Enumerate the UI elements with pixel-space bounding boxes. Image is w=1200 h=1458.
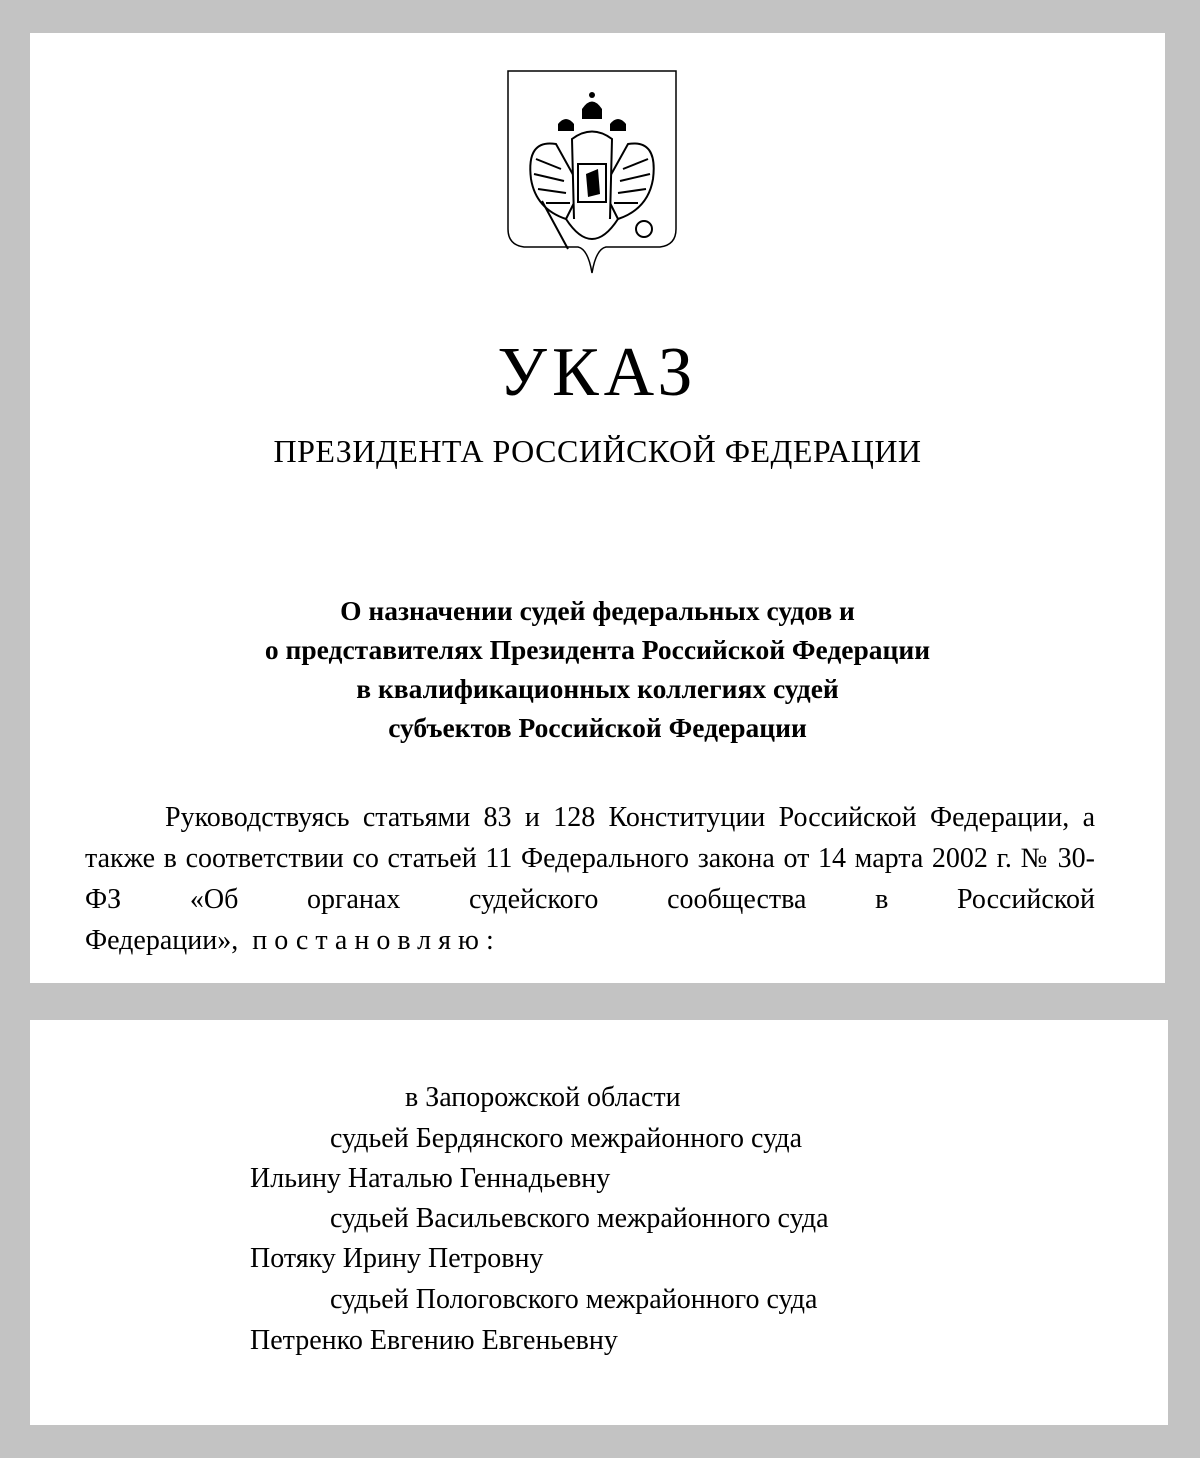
preamble-text: Руководствуясь статьями 83 и 128 Конституции Российской Федерации, а также в соответствии со статьей 11 Федерального закона от 14 марта 2002 г. № 30-ФЗ «Об органах судейского сообщества в Российской Федерации»,	[85, 802, 1095, 956]
appointee-name: Ильину Наталью Геннадьевну	[250, 1163, 611, 1194]
appointment-position: судьей Васильевского межрайонного суда	[330, 1203, 829, 1234]
appointment-position: судьей Пологовского межрайонного суда	[330, 1284, 818, 1315]
decree-header-panel	[30, 33, 1165, 983]
region-label: в Запорожской области	[405, 1082, 681, 1113]
appointee-name: Петренко Евгению Евгеньевну	[250, 1325, 618, 1356]
document-title: УКАЗ	[497, 334, 698, 411]
heading-line: субъектов Российской Федерации	[388, 712, 807, 743]
appointee-name: Потяку Ирину Петровну	[250, 1243, 544, 1274]
decree-heading	[30, 591, 1165, 747]
decree-word: постановляю:	[252, 925, 501, 956]
document-subtitle: ПРЕЗИДЕНТА РОССИЙСКОЙ ФЕДЕРАЦИИ	[273, 433, 922, 469]
heading-line: в квалификационных коллегиях судей	[356, 673, 839, 704]
heading-line: О назначении судей федеральных судов и	[340, 595, 855, 626]
appointments-excerpt-panel	[30, 1020, 1168, 1425]
coat-of-arms-icon	[506, 69, 678, 275]
heading-line: о представителях Президента Российской Федерации	[264, 634, 931, 665]
appointment-position: судьей Бердянского межрайонного суда	[330, 1123, 802, 1154]
preamble-paragraph	[85, 797, 1095, 961]
